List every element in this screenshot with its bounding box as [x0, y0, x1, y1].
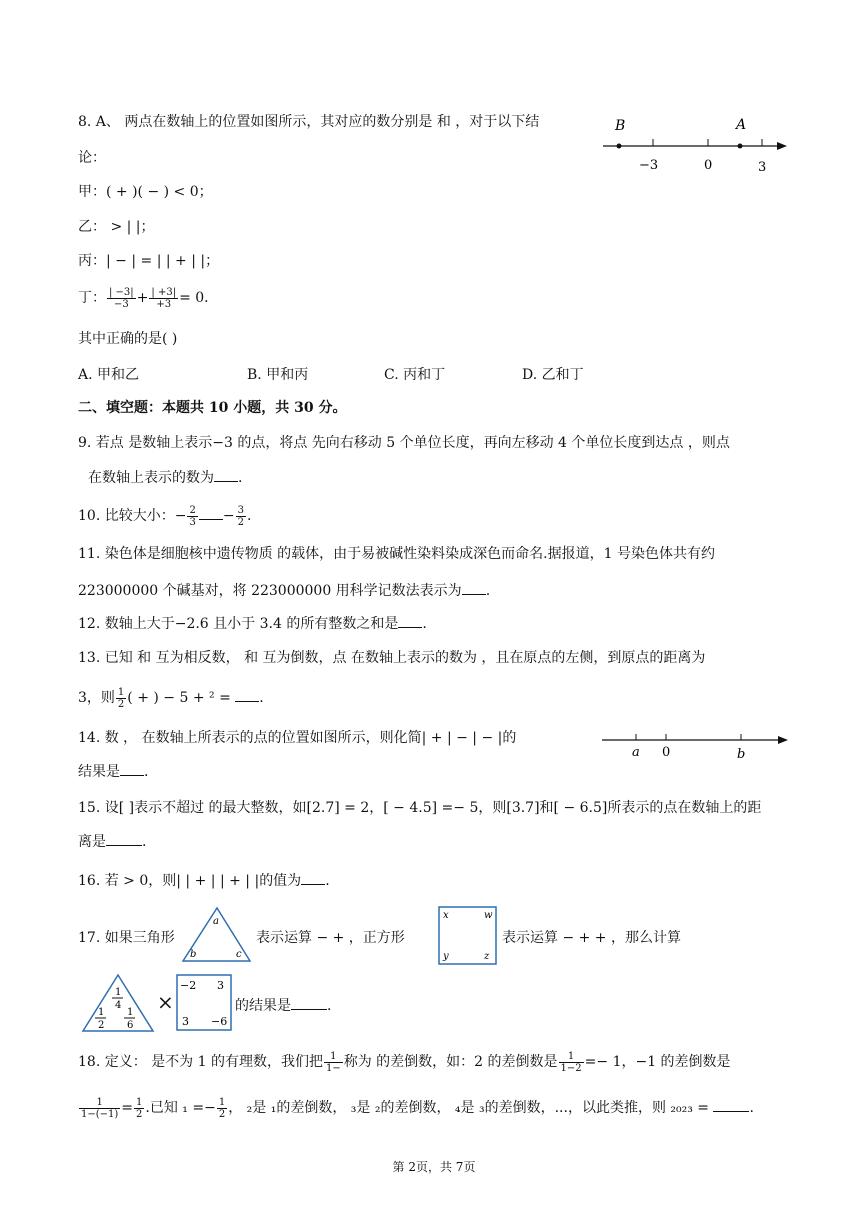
- q10-suffix: .: [246, 508, 252, 524]
- q8-line1: 8. A、 两点在数轴上的位置如图所示，其对应的数分别是 和 ，对于以下结: [78, 114, 540, 130]
- q11-answer-blank[interactable]: [462, 580, 486, 595]
- q9-answer-blank[interactable]: [214, 467, 238, 482]
- q8-question: 其中正确的是( ): [78, 331, 178, 347]
- q8-option-a: A. 甲和乙: [78, 367, 140, 383]
- q9-line2-text: 在数轴上表示的数为: [88, 470, 214, 486]
- q17-sq2-tl: −2: [180, 979, 197, 992]
- q18-fraction-1: $\frac{1}{1-}$: [325, 1050, 341, 1074]
- q17-mid: 表示运算 − + ，正方形: [256, 930, 405, 946]
- q17-result-text: 的结果是: [235, 998, 291, 1014]
- q8-number-line: [595, 110, 795, 180]
- q15-answer-blank[interactable]: [106, 831, 142, 846]
- section-2-heading: 二、填空题：本题共 10 小题，共 30 分。: [78, 400, 347, 416]
- q11-line2: 223000000 个碱基对，将 223000000 用科学记数法表示为 .: [78, 580, 490, 601]
- q18-line1-b: 称为 的差倒数，如：2 的差倒数是: [343, 1054, 558, 1070]
- q8-axis-arrow-icon: [777, 142, 787, 150]
- q13-answer-blank[interactable]: [235, 687, 259, 702]
- q17-square-values: [175, 973, 233, 1033]
- q8-statement-bing: 丙：| − | = | | + | |；: [78, 253, 220, 269]
- q10-answer-blank[interactable]: [199, 505, 223, 520]
- q8-statement-ding: [78, 282, 218, 314]
- q18-line1-a: 18. 定义： 是不为 1 的有理数，我们把: [78, 1054, 323, 1070]
- q8-label-b: B: [615, 118, 626, 134]
- q17-result: 的结果是 .: [235, 995, 331, 1015]
- q8-tick-label-m3: −3: [639, 158, 659, 173]
- q12-line: 12. 数轴上大于−2.6 且小于 3.4 的所有整数之和是 .: [78, 613, 427, 634]
- q18-fraction-5: $\frac{1}{2}$: [218, 1096, 226, 1120]
- q17-tri2-right-num: 1: [127, 1007, 134, 1018]
- q8-statement-yi: 乙： > | |；: [78, 219, 155, 235]
- q9-line2: 在数轴上表示的数为 .: [88, 467, 242, 488]
- q14-label-a: a: [632, 745, 640, 760]
- q10-line: [78, 500, 251, 532]
- q8-point-a: [738, 144, 743, 149]
- q16-terms: | | + | | + | |: [176, 873, 260, 889]
- q10-prefix: 10. 比较大小：−: [78, 508, 187, 524]
- q9-line1: 9. 若点 是数轴上表示−3 的点，将点 先向右移动 5 个单位长度，再向左移动 4 个单位长度到达点 ，则点: [78, 435, 730, 451]
- q8-ding-plus: +: [136, 290, 149, 306]
- q17-tri2-left-den: 2: [98, 1020, 105, 1031]
- q13-line1: 13. 已知 和 互为相反数， 和 互为倒数，点 在数轴上表示的数为 ，且在原点的左侧，到原点的距离为: [78, 650, 706, 666]
- q17-tri-label-a: a: [213, 916, 219, 927]
- q12-answer-blank[interactable]: [398, 613, 422, 628]
- q10-fraction-1: $\frac{2}{3}$: [189, 504, 196, 528]
- q8-line2: 论：: [78, 150, 106, 166]
- q8-statement-jia: 甲：( + )( − ) < 0；: [78, 184, 213, 200]
- q8-tick-label-0: 0: [704, 158, 713, 173]
- q17-answer-blank[interactable]: [291, 995, 327, 1010]
- q18-line1-c: =− 1，−1 的差倒数是: [584, 1054, 731, 1070]
- q18-line2-a: =: [121, 1100, 134, 1116]
- q14-line2: 结果是 .: [78, 761, 148, 782]
- q14-answer-blank[interactable]: [120, 761, 144, 776]
- q18-fraction-3: $\frac{1}{1-(-1)}$: [81, 1096, 119, 1120]
- q17-tri-label-c: c: [236, 949, 242, 960]
- q14-label-b: b: [737, 747, 746, 762]
- q14-number-line: [598, 726, 794, 762]
- q13-line2-suffix: ( + ) − 5 + ² =: [127, 690, 236, 706]
- q17-suffix: 表示运算 − + + ，那么计算: [502, 930, 681, 946]
- q17-square-diagram: [437, 905, 499, 967]
- page-footer: 第 2页，共 7页: [392, 1160, 476, 1174]
- q17-tri2-left-num: 1: [98, 1007, 105, 1018]
- q17-sq2-br: −6: [211, 1015, 228, 1028]
- q17-tri2-top-num: 1: [115, 987, 122, 998]
- q16-suffix: 的值为: [259, 873, 302, 889]
- q8-ding-fraction-1: $\frac{| -3|}{-3}$: [109, 286, 134, 310]
- q18-fraction-4: $\frac{1}{2}$: [136, 1096, 143, 1120]
- q14-axis-arrow-icon: [778, 736, 788, 744]
- q17-prefix: 17. 如果三角形: [78, 930, 175, 946]
- q16-prefix: 16. 若 > 0，则: [78, 873, 177, 889]
- q8-option-d: D. 乙和丁: [522, 367, 584, 383]
- q13-fraction: $\frac{1}{2}$: [117, 686, 125, 710]
- q17-sq2-tr: 3: [217, 979, 224, 992]
- q11-line1: 11. 染色体是细胞核中遗传物质 的载体，由于易被碱性染料染成深色而命名.据报道，1 号染色体共有约: [78, 546, 715, 562]
- q17-tri2-top-den: 4: [115, 1000, 122, 1011]
- q16-line: 16. 若 > 0，则| | + | | + | |的值为 .: [78, 870, 330, 891]
- q17-sq-label-w: w: [484, 910, 493, 921]
- q18-answer-blank[interactable]: [713, 1097, 749, 1112]
- q18-fraction-2: $\frac{1}{1-2}$: [560, 1050, 582, 1074]
- q13-line2-prefix: 3，则: [78, 690, 115, 706]
- q15-line2: 离是 .: [78, 831, 146, 852]
- q10-mid: −: [222, 508, 235, 524]
- q17-sq-label-z: z: [484, 951, 490, 962]
- q12-text: 12. 数轴上大于−2.6 且小于 3.4 的所有整数之和是: [78, 616, 399, 632]
- q17-tri-label-b: b: [190, 949, 197, 960]
- q8-ding-fraction-2: $\frac{| +3|}{+3}$: [151, 286, 177, 310]
- q8-ding-prefix: 丁：: [78, 290, 106, 306]
- q17-sq-label-y: y: [443, 951, 449, 962]
- q15-line2-text: 离是: [78, 834, 106, 850]
- q8-option-c: C. 丙和丁: [384, 367, 446, 383]
- q17-times-icon: ×: [157, 990, 174, 1014]
- q10-fraction-2: $\frac{3}{2}$: [237, 504, 244, 528]
- q8-ding-suffix: = 0．: [179, 290, 219, 306]
- q14-line2-text: 结果是: [78, 764, 120, 780]
- q17-sq2-bl: 3: [182, 1015, 189, 1028]
- q15-line1: 15. 设[ ]表示不超过 的最大整数，如[2.7] = 2，[ − 4.5] =− 5，则[3.7]和[ − 6.5]所表示的点在数轴上的距: [78, 800, 762, 816]
- q17-tri2-right-den: 6: [127, 1020, 134, 1031]
- q18-line2-b: .已知 ₁ =−: [145, 1100, 216, 1116]
- q17-triangle-diagram: [180, 905, 254, 965]
- q16-answer-blank[interactable]: [301, 870, 325, 885]
- q14-label-0: 0: [662, 745, 671, 760]
- q17-sq-label-x: x: [443, 910, 449, 921]
- q8-label-a: A: [736, 117, 747, 133]
- q17-triangle-values: [80, 972, 156, 1034]
- q14-line1: 14. 数 ， 在数轴上所表示的点的位置如图所示，则化简| + | − | − |的: [78, 730, 517, 746]
- q8-option-b: B. 甲和丙: [247, 367, 309, 383]
- q18-line1: [78, 1046, 731, 1078]
- q11-line2-text: 223000000 个碱基对，将 223000000 用科学记数法表示为: [78, 583, 462, 599]
- q13-line2: 3，则 $\frac{1}{2}$ ( + ) − 5 + ² = .: [78, 686, 264, 710]
- q18-line2: $\frac{1}{1-(-1)}$ = $\frac{1}{2}$ .已知 ₁ =− $\frac{1}{2}$ ， ₂是 ₁的差倒数， ₃是 ₂的差倒数， ₄是 ₃的差倒数，...，以此类推，则 ₂₀₂₃ = .: [81, 1096, 754, 1120]
- q8-point-b: [617, 144, 622, 149]
- q8-tick-label-3: 3: [758, 160, 767, 175]
- q18-line2-c: ， ₂是 ₁的差倒数， ₃是 ₂的差倒数， ₄是 ₃的差倒数，...，以此类推，则 ₂₀₂₃ =: [228, 1100, 714, 1116]
